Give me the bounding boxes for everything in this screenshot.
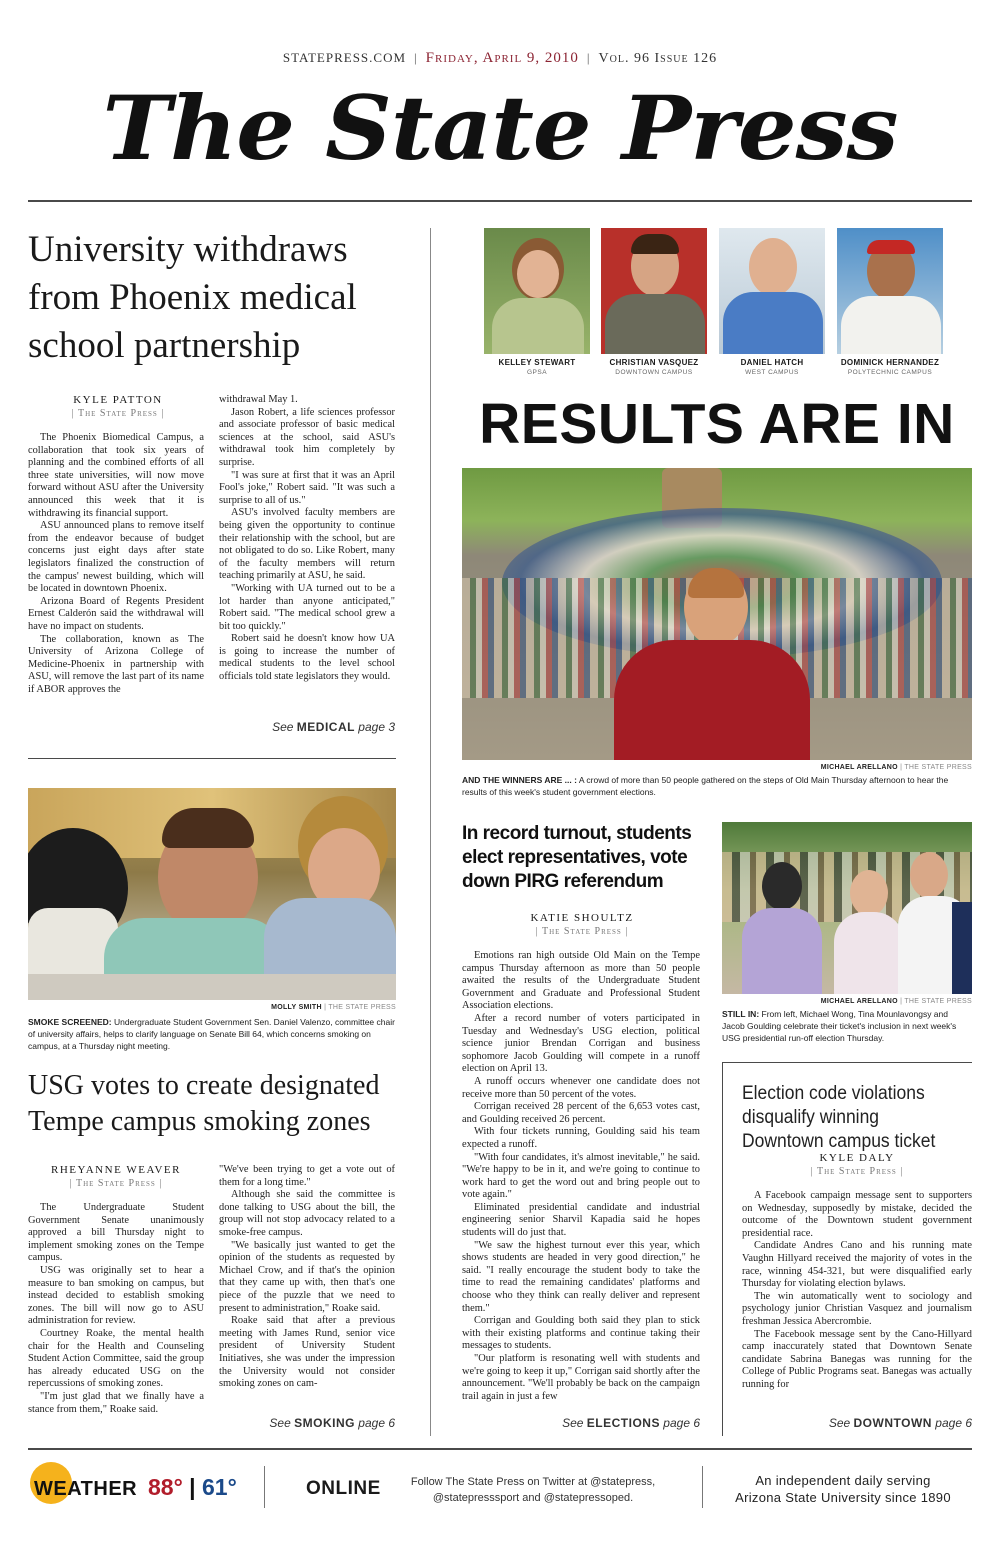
jump-word: ELECTIONS (586, 1416, 660, 1430)
elections-para: "Our platform is resonating well with students and we're going to keep it up," Corrigan said shortly after the announcement. "We'll probably be back on the campaign trail again in just a few (462, 1353, 700, 1402)
temp-divider: | (189, 1474, 196, 1500)
elections-byline (462, 912, 702, 937)
medical-jump-link[interactable] (219, 720, 395, 734)
paper-motto (718, 1472, 968, 1506)
smoking-jump-link[interactable] (219, 1416, 395, 1430)
crowd-caption (462, 774, 972, 798)
smoking-author: RHEYANNE WEAVER (51, 1164, 181, 1176)
medical-para: "Working with UA turned out to be a lot harder than anyone anticipated," Robert said. "The medical school grew a bit too quickly." (219, 582, 395, 632)
smoking-para: The Undergraduate Student Government Senate unanimously approved a bill Thursday night to implement smoking zones on the Tempe campus. (28, 1202, 204, 1264)
sidebar-rule-left (722, 1062, 723, 1436)
candidate-campus: GPSA (526, 369, 548, 376)
elections-para: Corrigan and Goulding both said they plan to stick with their existing platforms and continue taking their messages to students. (462, 1315, 700, 1352)
smoking-headline[interactable]: USG votes to create designated Tempe campus smoking zones (28, 1070, 380, 1137)
elections-author: KATIE SHOULTZ (530, 912, 634, 924)
medical-para: The collaboration, known as The University of Arizona College of Medicine-Phoenix in partnership with ASU, will remove the last part of its name if ABOR approves the (28, 633, 204, 695)
smoking-para: "We basically just wanted to get the opinion of the students as requested by Michael Crow, and if that's the opinion that they came up with, then that's one piece of the puzzle that we need to present to administration," Roake said. (219, 1239, 395, 1314)
downtown-byline (742, 1152, 972, 1177)
caption-text: From left, Michael Wong, Tina Mounlavongsy and Jacob Goulding celebrate their ticket's inclusion in next week's USG presidential run-off election Thursday. (722, 1009, 957, 1043)
still-in-photo (722, 822, 972, 994)
medical-para: withdrawal May 1. (219, 394, 298, 405)
footer-divider (264, 1466, 265, 1508)
downtown-para: Candidate Andres Cano and his running mate Vaughn Hillyard received the majority of votes in the race, winning 454-321, but were disqualified early Thursday for violating election bylaws. (742, 1240, 972, 1290)
elections-para: With four tickets running, Goulding said his team expected a runoff. (462, 1126, 700, 1150)
downtown-para: The Facebook message sent by the Cano-Hillyard camp inaccurately stated that Downtown Senate candidate Sabrina Banegas was running for the College of Public Programs seat. Banegas was actually running for (742, 1328, 972, 1390)
credit-source: | THE STATE PRESS (324, 1004, 396, 1011)
caption-lead: SMOKE SCREENED: (28, 1017, 112, 1027)
results-headline[interactable]: RESULTS ARE IN (479, 392, 955, 456)
smoking-col1 (28, 1202, 204, 1416)
credit-name: MICHAEL ARELLANO (820, 764, 898, 771)
jump-prefix: See (828, 1416, 851, 1430)
sidebar-rule-top (722, 1062, 972, 1063)
medical-para: "I was sure at first that it was an April Fool's joke," Robert said. "It was such a surprise to all of us." (219, 469, 395, 506)
caption-lead: AND THE WINNERS ARE ... : (462, 775, 577, 785)
temp-low: 61° (202, 1474, 237, 1500)
smoking-para: USG was originally set to hear a measure to ban smoking on campus, but instead decided to establish smoking zones. The bill will now go to ASU administration for review. (28, 1264, 204, 1327)
smoking-para: Courtney Roake, the mental health chair for the Health and Counseling Student Action Committee, said the group has already educated USG on the repercussions of smoking zones. (28, 1327, 204, 1390)
downtown-jump-link[interactable] (742, 1416, 972, 1430)
credit-source: | THE STATE PRESS (900, 764, 972, 771)
elections-jump-link[interactable] (462, 1416, 700, 1430)
twitter-follow[interactable] (408, 1474, 658, 1506)
jump-page: page 3 (358, 720, 395, 734)
medical-para: The Phoenix Biomedical Campus, a collaboration that took six years of planning and the combined efforts of all three state universities, will now move forward without ASU after the University announced this week that it is withdrawing its financial support. (28, 432, 204, 519)
crowd-photo-credit (462, 764, 972, 771)
candidate-name: CHRISTIAN VASQUEZ (609, 358, 699, 367)
still-in-caption (722, 1008, 972, 1044)
jump-word: DOWNTOWN (853, 1416, 932, 1430)
masthead-rule (28, 200, 972, 202)
issue-date: Friday, April 9, 2010 (425, 50, 579, 66)
candidate-photo-stewart (484, 228, 590, 354)
site-link[interactable]: STATEPRESS.COM (282, 50, 407, 65)
elections-para: A runoff occurs whenever one candidate does not receive more than 50 percent of the votes. (462, 1075, 700, 1100)
elections-para: After a record number of voters participated in Tuesday and Wednesday's USG election, political science junior Brendan Corrigan and business sophomore Jacob Goulding will compete in a runoff election on April 13. (462, 1012, 700, 1075)
downtown-source: | The State Press | (810, 1166, 904, 1177)
elections-body (462, 950, 700, 1403)
smoking-para: "I'm just glad that we finally have a stance from them," Roake said. (28, 1390, 204, 1415)
medical-para: Jason Robert, a life sciences professor and associate professor of basic medical sciences at the school, said ASU's withdrawal took him completely by surprise. (219, 406, 395, 468)
still-in-photo-credit (722, 998, 972, 1005)
candidate-campus: POLYTECHNIC CAMPUS (847, 369, 933, 376)
medical-byline (28, 394, 208, 419)
motto-line: An independent daily serving (755, 1473, 931, 1488)
follow-line: Follow The State Press on Twitter at @statepress, (410, 1476, 656, 1488)
jump-page: page 6 (935, 1416, 972, 1430)
weather-label: WEATHER (34, 1478, 138, 1500)
downtown-headline[interactable]: Election code violations disqualify winning Downtown campus ticket (742, 1083, 936, 1152)
crowd-photo (462, 468, 972, 760)
candidate-photo-hatch (719, 228, 825, 354)
footer-rule (28, 1448, 972, 1450)
candidate-name: DOMINICK HERNANDEZ (840, 358, 940, 367)
medical-para: ASU's involved faculty members are being given the opportunity to continue their relationship with the school, but are not obligated to do so. Like Robert, many of the faculty members will return teaching primarily at ASU, he said. (219, 507, 395, 582)
column-divider (430, 228, 431, 1436)
credit-source: | THE STATE PRESS (900, 998, 972, 1005)
smoking-byline (28, 1164, 204, 1189)
candidate-photo-hernandez (837, 228, 943, 354)
credit-name: MICHAEL ARELLANO (820, 998, 898, 1005)
smoking-para: Roake said that after a previous meeting with James Rund, senior vice president of University Student Initiatives, she was under the impression the University would not consider smoking zones on cam- (219, 1315, 395, 1390)
smoking-para: Although she said the committee is done talking to USG about the bill, the group will not stop advocacy related to a smoke-free campus. (219, 1189, 395, 1238)
smoke-photo-credit (28, 1004, 396, 1011)
medical-headline[interactable]: University withdraws from Phoenix medical school partnership (28, 229, 357, 366)
smoke-photo (28, 788, 396, 1000)
caption-lead: STILL IN: (722, 1009, 760, 1019)
candidate-photo-vasquez (601, 228, 707, 354)
online-label[interactable]: ONLINE (306, 1478, 381, 1499)
candidate-campus: DOWNTOWN CAMPUS (615, 369, 693, 376)
jump-page: page 6 (358, 1416, 395, 1430)
masthead-topline: STATEPRESS.COM | Friday, April 9, 2010 | Vol. 96 Issue 126 (282, 50, 718, 66)
jump-prefix: See (269, 1416, 291, 1430)
elections-headline[interactable]: In record turnout, students elect representatives, vote down PIRG referendum (462, 823, 692, 892)
masthead-title: The State Press (102, 76, 898, 180)
downtown-author: KYLE DALY (819, 1152, 895, 1164)
medical-para: Arizona Board of Regents President Ernest Calderón said the withdrawal will have no impact on students. (28, 595, 204, 632)
elections-para: "We saw the highest turnout ever this year, which shows students are headed in very good direction," he said. "I really encourage the student body to take the time to read the remaining candidates' platforms and choose who they think can really deliver and represent them." (462, 1239, 700, 1314)
caption-text: Undergraduate Student Government Sen. Daniel Valenzo, committee chair of university affairs, helps to clarify language on Senate Bill 64, which concerns smoking on campus, at a Thursday night meeting. (28, 1017, 395, 1051)
jump-word: MEDICAL (296, 720, 355, 734)
jump-prefix: See (562, 1416, 584, 1430)
jump-word: SMOKING (294, 1416, 355, 1430)
motto-line: Arizona State University since 1890 (735, 1490, 951, 1505)
jump-page: page 6 (663, 1416, 700, 1430)
medical-author: KYLE PATTON (73, 394, 163, 406)
elections-para: Eliminated presidential candidate and industrial engineering senior Sharvil Kapadia said he hopes students will do just that. (462, 1201, 700, 1239)
smoking-source: | The State Press | (69, 1178, 163, 1189)
medical-source: | The State Press | (71, 408, 165, 419)
issue-volume: Vol. 96 Issue 126 (598, 51, 718, 66)
medical-para: Robert said he doesn't know how UA is going to increase the number of medical students to the level school officials told state legislators they would. (219, 633, 395, 683)
downtown-body (742, 1190, 972, 1392)
candidate-name: DANIEL HATCH (740, 358, 804, 367)
candidate-name: KELLEY STEWART (498, 358, 576, 367)
smoking-para: "We've been trying to get a vote out of them for a long time." (219, 1164, 395, 1188)
candidate-campus: WEST CAMPUS (745, 369, 799, 376)
jump-prefix: See (272, 720, 294, 734)
medical-col1 (28, 432, 204, 696)
elections-para: Emotions ran high outside Old Main on the Tempe campus Thursday afternoon as more than 50 people awaited the results of the Undergraduate Student Government and Graduate and Professional Student Association elections. (462, 950, 700, 1012)
footer-divider (702, 1466, 703, 1508)
smoking-col2 (219, 1164, 395, 1391)
elections-para: Corrigan received 28 percent of the 6,653 votes cast, and Goulding received 26 percent. (462, 1101, 700, 1125)
credit-name: MOLLY SMITH (271, 1004, 322, 1011)
elections-para: "With four candidates, it's almost inevitable," he said. "We're happy to be in it, and we're going to continue to work hard to get the word out and bring people out to vote again." (462, 1151, 700, 1201)
follow-line: @statepresssport and @statepressoped. (432, 1492, 634, 1504)
medical-col2 (219, 394, 395, 684)
caption-text: A crowd of more than 50 people gathered on the steps of Old Main Thursday afternoon to hear the results of this week's student government elections. (462, 775, 949, 797)
weather-temps (148, 1474, 237, 1501)
medical-para: ASU announced plans to remove itself from the endeavor because of budget concerns just eight days after state legislators finalized the construction of the campus' newest building, which will be located in downtown Phoenix. (28, 520, 204, 595)
smoke-caption (28, 1016, 398, 1052)
temp-high: 88° (148, 1474, 183, 1500)
downtown-para: A Facebook campaign message sent to supporters on Wednesday, supposedly by mistake, decided the outcome of the Downtown student government presidential race. (742, 1190, 972, 1239)
elections-source: | The State Press | (535, 926, 629, 937)
section-rule (28, 758, 396, 759)
downtown-para: The win automatically went to sociology and psychology junior Christian Vasquez and journalism freshman Jessica Abercrombie. (742, 1290, 972, 1327)
